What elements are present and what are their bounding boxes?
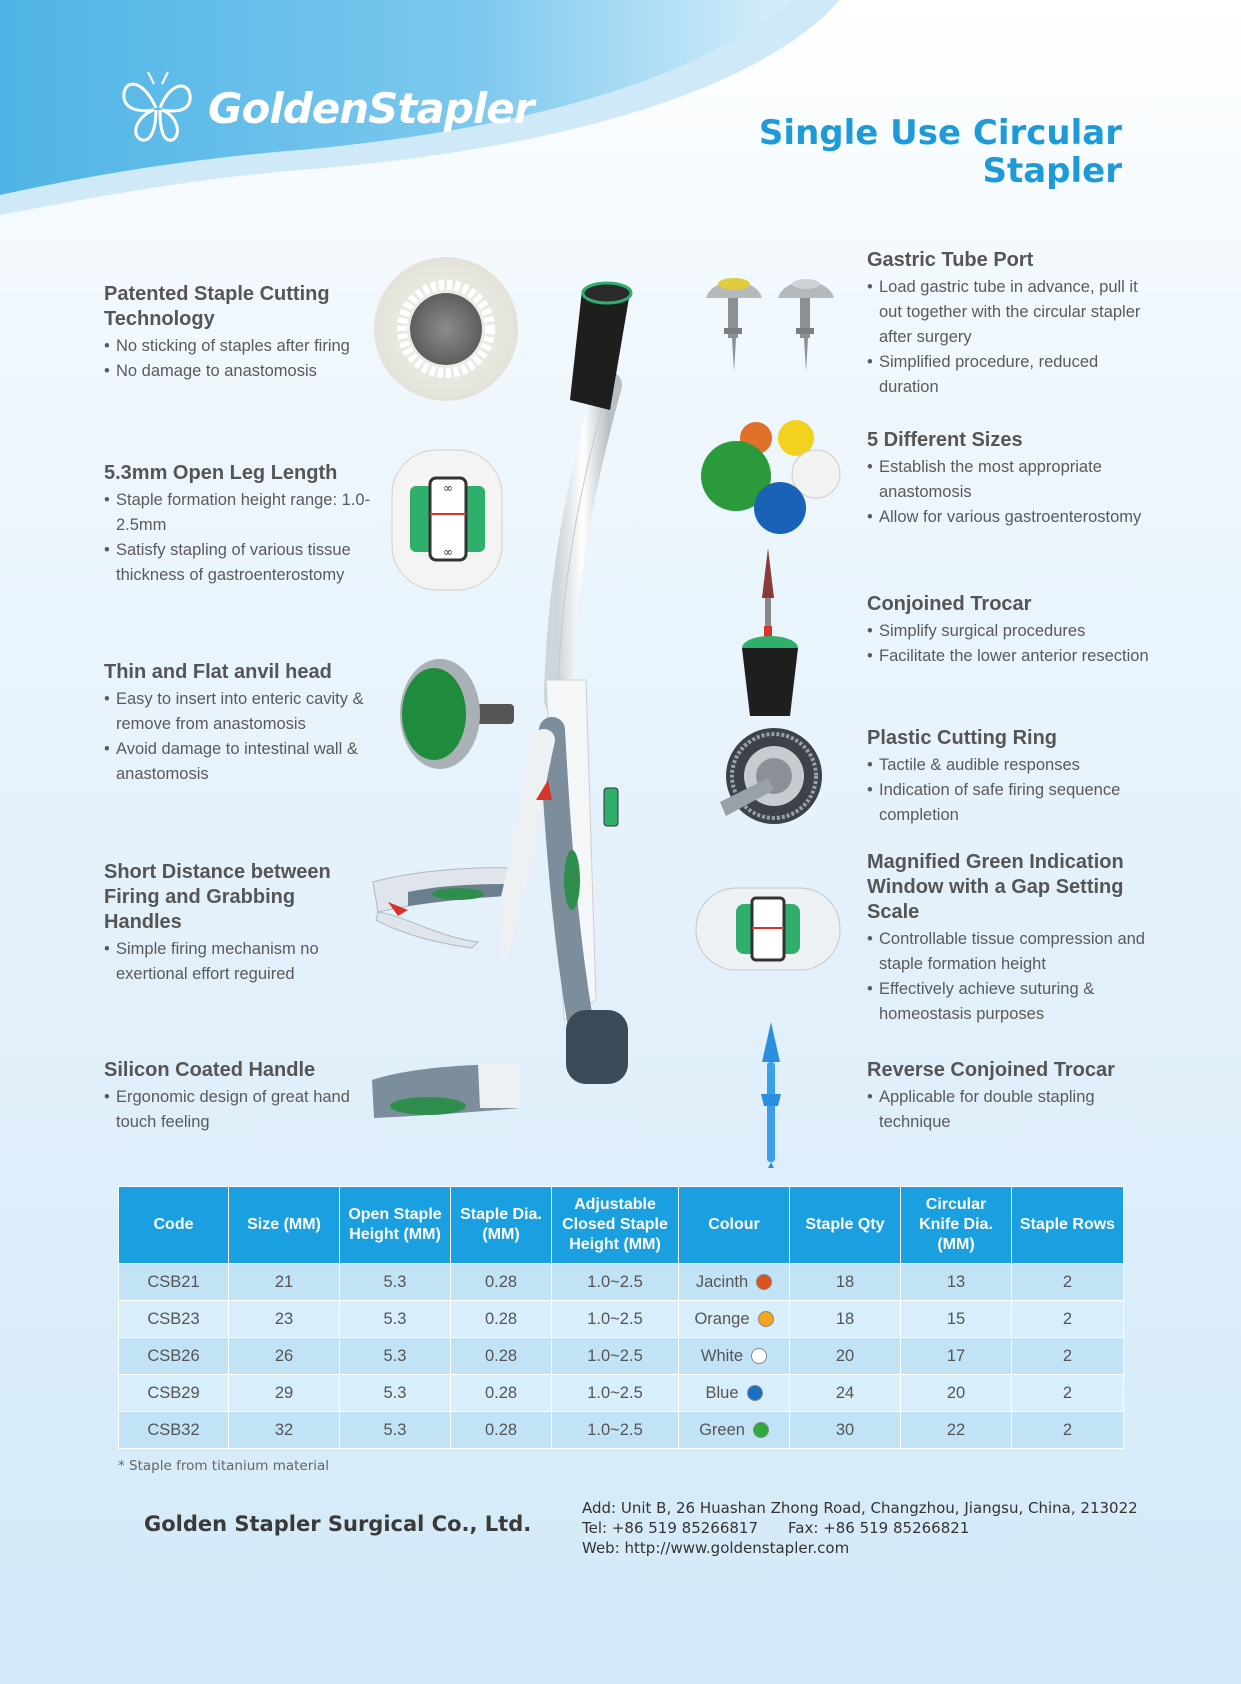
column-header: Size (MM) (229, 1187, 340, 1264)
feature-bullet: • Allow for various gastroenterostomy (867, 505, 1157, 530)
table-cell-open-height: 5.3 (340, 1412, 451, 1449)
table-cell-colour (679, 1301, 790, 1338)
table-cell-colour (679, 1412, 790, 1449)
colour-swatch-icon (747, 1385, 763, 1401)
feature-title: Thin and Flat anvil head (104, 661, 332, 683)
company-name: Golden Stapler Surgical Co., Ltd. (144, 1512, 532, 1536)
table-cell-qty: 20 (790, 1338, 901, 1375)
feature-title: Gastric Tube Port (867, 249, 1034, 271)
feature-title: 5.3mm Open Leg Length (104, 462, 338, 484)
table-cell-closed-height: 1.0~2.5 (552, 1264, 679, 1301)
feature-bullet: • Effectively achieve suturing & homeostasis purposes (867, 977, 1157, 1027)
table-cell-rows: 2 (1012, 1301, 1124, 1338)
open-leg-window-image (390, 446, 505, 594)
table-row (119, 1412, 1124, 1449)
contact-info (582, 1498, 1138, 1558)
table-cell-open-height: 5.3 (340, 1264, 451, 1301)
table-header-row (119, 1187, 1124, 1264)
table-cell-code: CSB29 (119, 1375, 229, 1412)
green-window-image (692, 884, 844, 974)
table-cell-open-height: 5.3 (340, 1375, 451, 1412)
table-cell-code: CSB21 (119, 1264, 229, 1301)
feature-bullet: • Ergonomic design of great hand touch feeling (104, 1085, 364, 1135)
contact-phone-line (582, 1518, 1138, 1538)
table-cell-code: CSB26 (119, 1338, 229, 1375)
brand-logo (118, 70, 534, 146)
feature-title: Patented Staple Cutting Technology (104, 283, 330, 330)
table-cell-closed-height: 1.0~2.5 (552, 1338, 679, 1375)
feature-cutting-ring (867, 726, 1157, 828)
feature-bullet: • Easy to insert into enteric cavity & remove from anastomosis (104, 687, 384, 737)
feature-open-leg-length (104, 461, 379, 588)
table-cell-closed-height: 1.0~2.5 (552, 1301, 679, 1338)
table-cell-rows: 2 (1012, 1412, 1124, 1449)
table-cell-size: 29 (229, 1375, 340, 1412)
staple-cutting-image (372, 255, 520, 403)
contact-web: Web: http://www.goldenstapler.com (582, 1539, 850, 1557)
feature-title: Silicon Coated Handle (104, 1059, 316, 1081)
feature-bullet: • Facilitate the lower anterior resection (867, 644, 1157, 669)
gastric-tube-port-image (702, 268, 842, 376)
svg-text:∞: ∞ (443, 545, 453, 559)
feature-bullet: • Indication of safe firing sequence completion (867, 778, 1157, 828)
table-cell-closed-height: 1.0~2.5 (552, 1412, 679, 1449)
feature-bullet: • Simplified procedure, reduced duration (867, 350, 1157, 400)
specification-table (118, 1186, 1124, 1449)
table-cell-qty: 30 (790, 1412, 901, 1449)
feature-gastric-tube-port (867, 248, 1157, 400)
column-header: Adjustable Closed Staple Height (MM) (552, 1187, 679, 1264)
table-row (119, 1264, 1124, 1301)
feature-five-sizes (867, 428, 1157, 530)
table-cell-code: CSB32 (119, 1412, 229, 1449)
brand-logo-text: GoldenStapler (208, 83, 534, 133)
feature-bullet: • Staple formation height range: 1.0-2.5mm (104, 488, 379, 538)
table-cell-colour (679, 1375, 790, 1412)
table-cell-qty: 18 (790, 1301, 901, 1338)
feature-bullet: • No damage to anastomosis (104, 359, 379, 384)
butterfly-logo-icon (118, 70, 198, 146)
table-row (119, 1301, 1124, 1338)
table-cell-dia: 0.28 (451, 1301, 552, 1338)
contact-tel: Tel: +86 519 85266817 (582, 1519, 759, 1537)
feature-title: Short Distance between Firing and Grabbing Handles (104, 861, 331, 933)
feature-green-window (867, 850, 1157, 1027)
feature-reverse-trocar (867, 1058, 1157, 1135)
feature-bullet: • No sticking of staples after firing (104, 334, 379, 359)
circular-stapler-image (500, 280, 720, 1120)
column-header: Staple Qty (790, 1187, 901, 1264)
table-cell-knife: 13 (901, 1264, 1012, 1301)
column-header: Staple Dia. (MM) (451, 1187, 552, 1264)
column-header: Colour (679, 1187, 790, 1264)
table-cell-rows: 2 (1012, 1375, 1124, 1412)
table-cell-open-height: 5.3 (340, 1301, 451, 1338)
table-cell-knife: 15 (901, 1301, 1012, 1338)
table-cell-qty: 24 (790, 1375, 901, 1412)
feature-bullet: • Simple firing mechanism no exertional effort reguired (104, 937, 364, 987)
feature-anvil-head (104, 660, 384, 787)
feature-bullet: • Avoid damage to intestinal wall & anastomosis (104, 737, 384, 787)
cutting-ring-image (720, 726, 826, 828)
column-header: Circular Knife Dia. (MM) (901, 1187, 1012, 1264)
table-cell-size: 23 (229, 1301, 340, 1338)
table-cell-size: 26 (229, 1338, 340, 1375)
feature-bullet: • Establish the most appropriate anastomosis (867, 455, 1157, 505)
colour-label: Jacinth (695, 1272, 749, 1291)
page-title-line-2: Stapler (982, 151, 1122, 191)
table-cell-rows: 2 (1012, 1264, 1124, 1301)
page-title-line-1: Single Use Circular (758, 113, 1122, 153)
reverse-trocar-image (756, 1022, 786, 1168)
footnote: * Staple from titanium material (118, 1458, 330, 1474)
contact-address: Add: Unit B, 26 Huashan Zhong Road, Changzhou, Jiangsu, China, 213022 (582, 1499, 1138, 1517)
table-cell-size: 32 (229, 1412, 340, 1449)
feature-bullet: • Satisfy stapling of various tissue thickness of gastroenterostomy (104, 538, 379, 588)
feature-bullet: • Applicable for double stapling technique (867, 1085, 1157, 1135)
column-header: Open Staple Height (MM) (340, 1187, 451, 1264)
colour-label: White (700, 1346, 744, 1365)
table-cell-rows: 2 (1012, 1338, 1124, 1375)
feature-title: Magnified Green Indication Window with a Gap Setting Scale (867, 851, 1124, 923)
colour-label: Blue (705, 1383, 739, 1402)
conjoined-trocar-image (738, 548, 802, 716)
colour-swatch-icon (756, 1274, 772, 1290)
table-row (119, 1338, 1124, 1375)
feature-bullet: • Load gastric tube in advance, pull it out together with the circular stapler after surgery (867, 275, 1157, 350)
table-cell-size: 21 (229, 1264, 340, 1301)
svg-text:∞: ∞ (443, 481, 453, 495)
table-cell-open-height: 5.3 (340, 1338, 451, 1375)
feature-title: Reverse Conjoined Trocar (867, 1059, 1115, 1081)
table-cell-knife: 17 (901, 1338, 1012, 1375)
table-cell-knife: 20 (901, 1375, 1012, 1412)
column-header: Staple Rows (1012, 1187, 1124, 1264)
feature-bullet: • Simplify surgical procedures (867, 619, 1157, 644)
table-cell-qty: 18 (790, 1264, 901, 1301)
page-title (722, 114, 1122, 190)
feature-title: Conjoined Trocar (867, 593, 1032, 615)
table-cell-colour (679, 1338, 790, 1375)
five-sizes-image (698, 416, 846, 536)
colour-label: Orange (694, 1309, 750, 1328)
colour-label: Green (699, 1420, 745, 1439)
table-cell-dia: 0.28 (451, 1338, 552, 1375)
table-cell-dia: 0.28 (451, 1264, 552, 1301)
table-cell-dia: 0.28 (451, 1412, 552, 1449)
colour-swatch-icon (758, 1311, 774, 1327)
table-cell-knife: 22 (901, 1412, 1012, 1449)
table-cell-closed-height: 1.0~2.5 (552, 1375, 679, 1412)
table-cell-dia: 0.28 (451, 1375, 552, 1412)
feature-bullet: • Controllable tissue compression and staple formation height (867, 927, 1157, 977)
feature-title: Plastic Cutting Ring (867, 727, 1057, 749)
colour-swatch-icon (753, 1422, 769, 1438)
colour-swatch-icon (751, 1348, 767, 1364)
feature-conjoined-trocar (867, 592, 1157, 669)
table-row (119, 1375, 1124, 1412)
feature-staple-cutting (104, 282, 379, 384)
feature-short-distance-handles (104, 860, 364, 987)
feature-title: 5 Different Sizes (867, 429, 1023, 451)
anvil-head-image (396, 656, 516, 772)
table-cell-colour (679, 1264, 790, 1301)
table-cell-code: CSB23 (119, 1301, 229, 1338)
feature-bullet: • Tactile & audible responses (867, 753, 1157, 778)
feature-silicon-handle (104, 1058, 364, 1135)
contact-fax: Fax: +86 519 85266821 (788, 1519, 970, 1537)
column-header: Code (119, 1187, 229, 1264)
